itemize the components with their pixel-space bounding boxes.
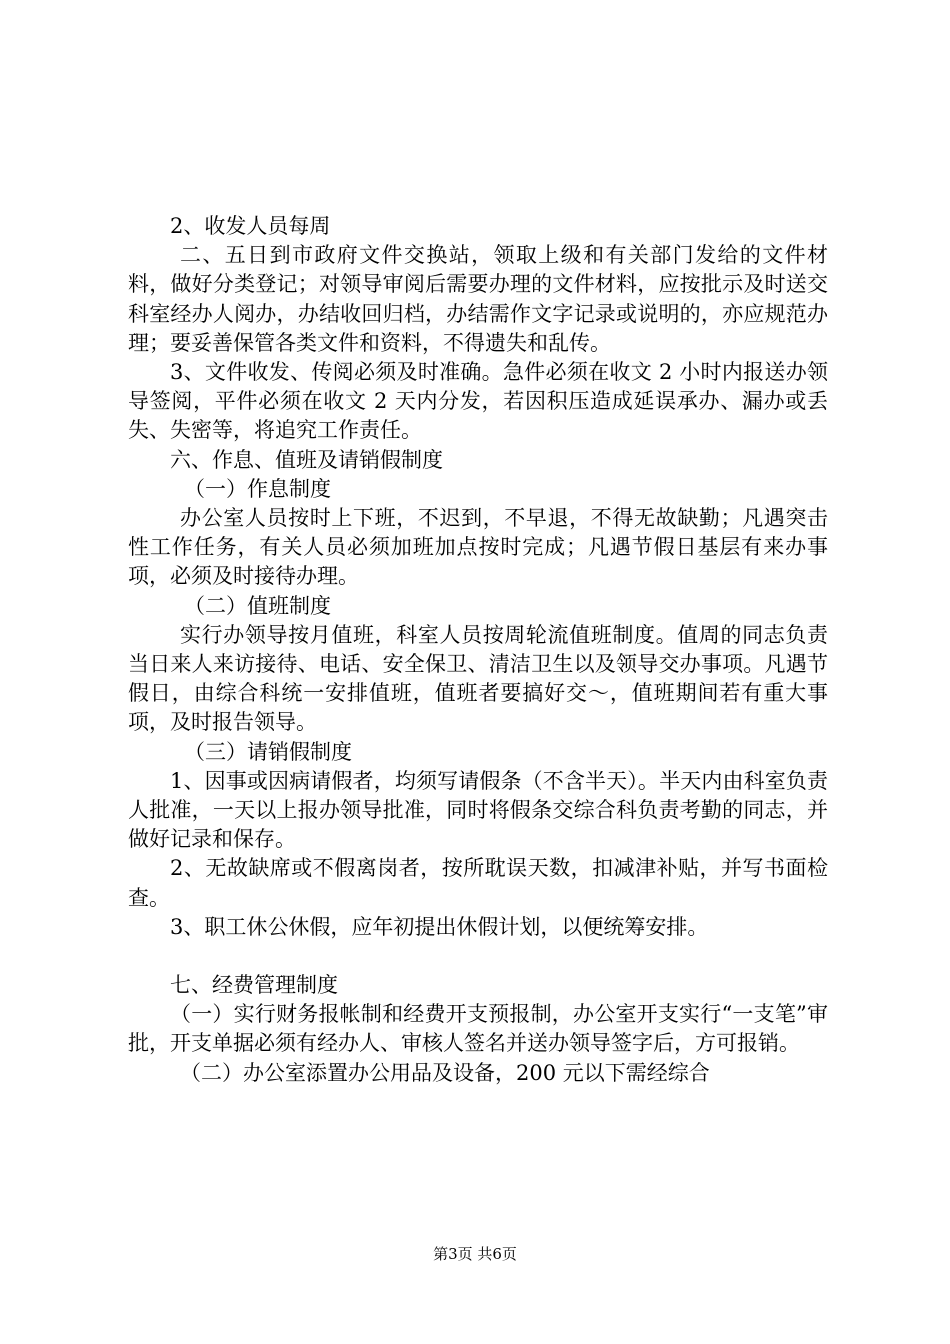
paragraph: 二、五日到市政府文件交换站，领取上级和有关部门发给的文件材料，做好分类登记；对领导审阅后需要办理的文件材料，应按批示及时送交科室经办人阅办，办结收回归档，办结需作文字记录或说明的，亦应规范办理；要妥善保管各类文件和资料，不得遗失和乱传。 bbox=[128, 243, 828, 355]
paragraph: 实行办领导按月值班，科室人员按周轮流值班制度。值周的同志负责当日来人来访接待、电话、安全保卫、清洁卫生以及领导交办事项。凡遇节假日，由综合科统一安排值班，值班者要搞好交～，值班期间若有重大事项，及时报告领导。 bbox=[128, 622, 828, 735]
paragraph: 六、作息、值班及请销假制度 bbox=[170, 447, 443, 472]
paragraph: （三）请销假制度 bbox=[184, 739, 352, 764]
paragraph: 七、经费管理制度 bbox=[170, 973, 338, 998]
blank-line bbox=[128, 942, 828, 971]
paragraph: 3、职工休公休假，应年初提出休假计划，以便统筹安排。 bbox=[170, 914, 709, 939]
paragraph: 3、文件收发、传阅必须及时准确。急件必须在收文 2 小时内报送办领导签阅，平件必须在收文 2 天内分发，若因积压造成延误承办、漏办或丢失、失密等，将追究工作责任。 bbox=[128, 360, 828, 443]
paragraph: （二）值班制度 bbox=[184, 593, 331, 618]
paragraph: 1、因事或因病请假者，均须写请假条（不含半天）。半天内由科室负责人批准，一天以上报办领导批准，同时将假条交综合科负责考勤的同志，并做好记录和保存。 bbox=[128, 768, 828, 852]
paragraph: （一）作息制度 bbox=[184, 476, 331, 501]
paragraph: 2、无故缺席或不假离岗者，按所耽误天数，扣减津补贴，并写书面检查。 bbox=[128, 856, 828, 910]
paragraph: （一）实行财务报帐制和经费开支预报制，办公室开支实行“一支笔”审批，开支单据必须有经办人、审核人签名并送办领导签字后，方可报销。 bbox=[128, 1002, 828, 1056]
paragraph: 2、收发人员每周 bbox=[170, 214, 331, 238]
paragraph: （二）办公室添置办公用品及设备，200 元以下需经综合 bbox=[180, 1060, 710, 1085]
page-number-footer: 第3页 共6页 bbox=[433, 1245, 517, 1263]
paragraph: 办公室人员按时上下班，不迟到，不早退，不得无故缺勤；凡遇突击性工作任务，有关人员必须加班加点按时完成；凡遇节假日基层有来办事项，必须及时接待办理。 bbox=[128, 506, 828, 589]
document-body bbox=[128, 212, 828, 1088]
